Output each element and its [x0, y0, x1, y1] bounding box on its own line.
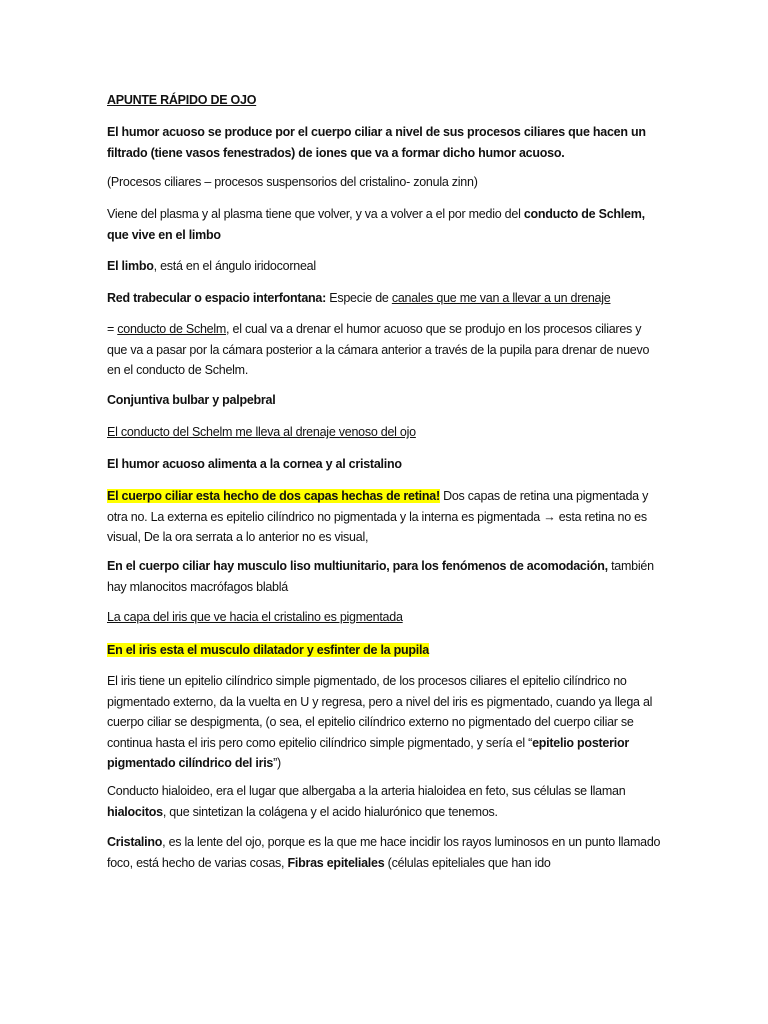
text-span: también hay mlanocitos macrófagos blablá — [107, 559, 654, 594]
term-conducto-schlem: conducto de Schlem — [523, 207, 642, 221]
text-span: , que sintetizan la colágena y el acido hialurónico que tenemos. — [162, 804, 498, 819]
term-limbo: El limbo — [107, 259, 154, 273]
text-span: Viene del plasma y al plasma tiene que volver, y va a volver a el por medio del — [107, 207, 524, 221]
text-span: El iris tiene un epitelio cilíndrico simple pigmentado, de los procesos ciliares el epitelio cilíndrico no pigmentado externo, da la vuelta en U y regresa, pero a nivel del iris es pigmentado, cuando ya llega al cuerpo ciliar se despigmenta, (o sea, el epitelio cilíndrico externo no pigmentado del cuerpo ciliar se continua hasta el iris pero como epitelio cilíndrico simple pigmentado, y sería el “ — [107, 674, 653, 750]
text-span: , es la lente del ojo, porque es la que me hace incidir los rayos luminosos en un punto llamado foco, está hecho de varias cosas, — [107, 835, 661, 870]
highlighted-cuerpo-ciliar: El cuerpo ciliar esta hecho de dos capas hechas de retina! — [107, 489, 440, 503]
term-cristalino: Cristalino — [107, 835, 163, 849]
paragraph-red-trabecular — [107, 288, 662, 309]
text-span: En el cuerpo ciliar hay musculo liso multiunitario, para los fenómenos de acomodación, — [107, 559, 608, 573]
underlined-conducto-schelm: conducto de Schelm — [117, 322, 227, 336]
document-title: APUNTE RÁPIDO DE OJO — [107, 93, 257, 107]
paragraph-procesos-ciliares: (Procesos ciliares – procesos suspensorios del cristalino- zonula zinn) — [107, 175, 478, 189]
text-span: , está en el ángulo iridocorneal — [153, 259, 316, 273]
paragraph-iris-musculo — [107, 640, 662, 661]
term-hialocitos: hialocitos — [107, 804, 163, 819]
text-span: , el cual va a drenar el humor acuoso que se produjo en los procesos ciliares y que va a pasar por la cámara posterior a la cámara anterior a través de la pupila para drenar de nuevo en el conducto de Schelm. — [107, 322, 650, 377]
paragraph-capa-iris: La capa del iris que ve hacia el cristalino es pigmentada — [107, 610, 403, 624]
paragraph-cristalino — [107, 832, 662, 873]
paragraph-cuerpo-ciliar-capas — [107, 486, 662, 548]
paragraph-musculo-liso — [107, 556, 662, 597]
term-red-trabecular: Red trabecular o espacio interfontana: — [107, 291, 327, 305]
paragraph-drenaje-venoso: El conducto del Schelm me lleva al drenaje venoso del ojo — [107, 425, 416, 439]
text-span: Conducto hialoideo, era el lugar que albergaba a la arteria hialoidea en feto, sus células se llaman — [107, 784, 626, 798]
term-fibras-epiteliales: Fibras epiteliales — [287, 855, 385, 870]
text-span: , que vive en el limbo — [107, 207, 645, 242]
paragraph-humor-acuoso: El humor acuoso se produce por el cuerpo ciliar a nivel de sus procesos ciliares que hacen un filtrado (tiene vasos fenestrados) de iones que va a formar dicho humor acuoso. — [107, 125, 646, 160]
text-span: Especie de — [326, 291, 392, 305]
paragraph-limbo — [107, 256, 662, 277]
underlined-canales: canales que me van a llevar a un drenaje — [391, 291, 611, 305]
paragraph-humor-alimenta: El humor acuoso alimenta a la cornea y al cristalino — [107, 457, 402, 471]
text-span: ”) — [273, 756, 281, 770]
paragraph-conjuntiva: Conjuntiva bulbar y palpebral — [107, 393, 276, 407]
paragraph-conducto-schelm — [107, 319, 662, 381]
text-span: Dos capas de retina una pigmentada y otra no. La externa es epitelio cilíndrico no pigmentada y la interna es pigmentada → esta retina no es visual, De la ora serrata a lo anterior no es visual, — [107, 489, 649, 544]
paragraph-iris-epitelio — [107, 671, 662, 774]
text-span: = — [107, 322, 118, 336]
text-span: (células epiteliales que han ido — [384, 855, 551, 870]
paragraph-conducto-hialoideo — [107, 781, 662, 822]
paragraph-plasma — [107, 204, 662, 245]
highlighted-iris-musculo: En el iris esta el musculo dilatador y esfinter de la pupila — [107, 643, 429, 657]
term-epitelio-posterior: epitelio posterior pigmentado cilíndrico del iris — [107, 735, 629, 770]
